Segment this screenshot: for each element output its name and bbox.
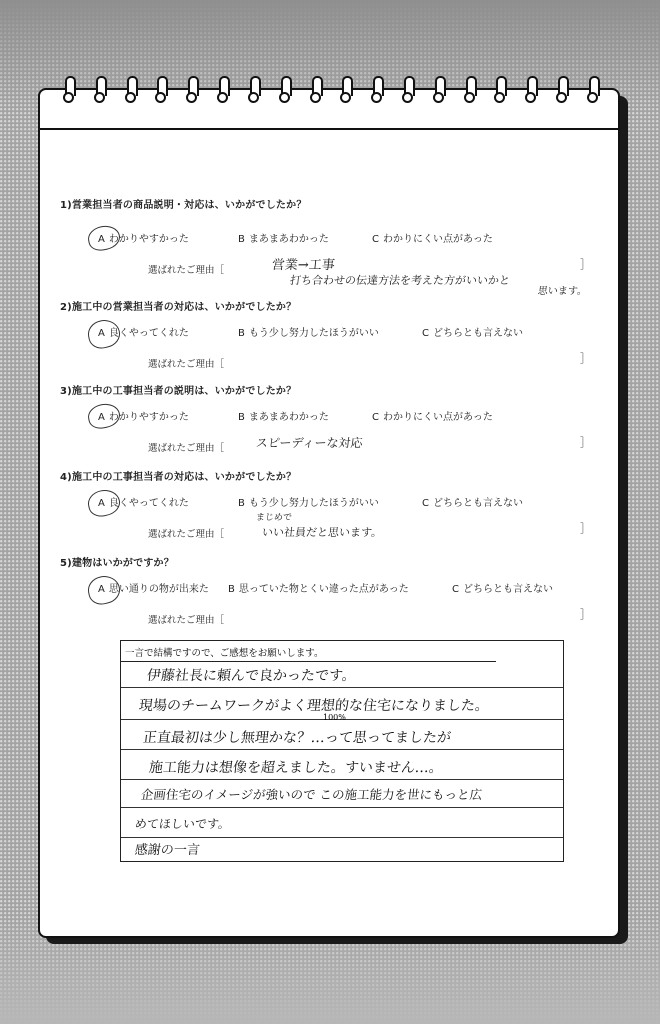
handwritten-answer: 営業→工事 <box>271 258 336 273</box>
option-letter: A <box>98 234 105 245</box>
option-label: もう少し努力したほうがいい <box>248 328 379 339</box>
comment-line: めてほしいです。 <box>134 817 231 831</box>
option-a <box>98 494 189 509</box>
ring-hole <box>525 92 536 103</box>
option-a <box>98 580 209 595</box>
option-label: まあまあわかった <box>248 412 329 423</box>
option-letter: B <box>238 498 245 509</box>
comment-rule <box>121 779 563 780</box>
notebook-binding-band <box>40 90 618 130</box>
option-b <box>238 494 379 509</box>
option-label: わかりにくい点があった <box>382 412 493 423</box>
option-label: わかりやすかった <box>108 234 189 245</box>
option-letter: B <box>238 328 245 339</box>
option-letter: C <box>372 412 379 423</box>
question-5 <box>60 554 174 569</box>
ring-hole <box>433 92 444 103</box>
ring-hole <box>155 92 166 103</box>
spiral-ring <box>278 76 292 110</box>
option-b <box>228 580 409 595</box>
spiral-ring <box>401 76 415 110</box>
option-label: 良くやってくれた <box>108 328 189 339</box>
comment-line: 正直最初は少し無理かな？…って思ってましたが <box>142 730 452 746</box>
ring-hole <box>371 92 382 103</box>
spiral-ring <box>93 76 107 110</box>
spiral-ring <box>463 76 477 110</box>
comment-rule <box>121 749 563 750</box>
question-text: 施工中の工事担当者の説明は、いかがでしたか？ <box>71 386 297 397</box>
ring-hole <box>402 92 413 103</box>
question-number: 5) <box>60 558 72 569</box>
spiral-ring <box>432 76 446 110</box>
spiral-ring <box>493 76 507 110</box>
reason-close: ］ <box>580 436 591 449</box>
ring-hole <box>94 92 105 103</box>
comment-rule <box>121 807 563 808</box>
option-letter: C <box>452 584 459 595</box>
question-number: 3) <box>60 386 72 397</box>
ring-hole <box>279 92 290 103</box>
option-letter: A <box>98 328 105 339</box>
option-letter: A <box>98 498 105 509</box>
option-label: どちらとも言えない <box>432 498 523 509</box>
reason-close: ］ <box>580 522 591 535</box>
comment-box <box>120 640 564 862</box>
ring-hole <box>310 92 321 103</box>
option-label: もう少し努力したほうがいい <box>248 498 379 509</box>
spiral-ring <box>185 76 199 110</box>
option-a <box>98 324 189 339</box>
question-number: 1) <box>60 200 72 211</box>
reason-label: 選ばれたご理由［ <box>148 265 225 276</box>
option-b <box>238 230 329 245</box>
option-b <box>238 408 329 423</box>
comment-rule <box>121 687 563 688</box>
option-c <box>372 408 493 423</box>
ring-hole <box>248 92 259 103</box>
handwritten-answer: まじめで <box>255 513 293 523</box>
ring-hole <box>186 92 197 103</box>
handwritten-answer: いい社員だと思います。 <box>261 526 383 539</box>
ring-hole <box>63 92 74 103</box>
option-label: まあまあわかった <box>248 234 329 245</box>
reason-label: 選ばれたご理由［ <box>148 529 225 540</box>
notebook-page <box>38 88 620 938</box>
spiral-ring <box>247 76 261 110</box>
comment-rule <box>121 837 563 838</box>
option-letter: C <box>422 498 429 509</box>
question-3 <box>60 382 296 397</box>
reason-close: ］ <box>580 352 591 365</box>
option-c <box>452 580 553 595</box>
question-2 <box>60 298 296 313</box>
ring-hole <box>556 92 567 103</box>
option-letter: B <box>238 234 245 245</box>
option-c <box>422 324 523 339</box>
question-1 <box>60 196 307 211</box>
ring-hole <box>494 92 505 103</box>
option-label: どちらとも言えない <box>462 584 553 595</box>
comment-line: 伊藤社長に頼んで良かったです。 <box>146 668 357 684</box>
comment-line: 現場のチームワークがよく理想的な住宅になりました。 <box>138 698 490 714</box>
option-letter: A <box>98 412 105 423</box>
spiral-ring <box>586 76 600 110</box>
spiral-ring <box>309 76 323 110</box>
comment-line: 感謝の一言 <box>134 843 201 858</box>
question-number: 2) <box>60 302 72 313</box>
comment-line: 施工能力は想像を超えました。すいません…。 <box>148 760 444 776</box>
question-text: 施工中の営業担当者の対応は、いかがでしたか？ <box>71 302 297 313</box>
handwritten-answer: 打ち合わせの伝達方法を考えた方がいいかと <box>289 274 511 287</box>
spiral-ring <box>339 76 353 110</box>
option-letter: B <box>238 412 245 423</box>
option-label: 良くやってくれた <box>108 498 189 509</box>
question-number: 4) <box>60 472 72 483</box>
comment-box-header: 一言で結構ですので、ご感想をお願いします。 <box>125 645 324 659</box>
spiral-ring <box>124 76 138 110</box>
reason-label: 選ばれたご理由［ <box>148 615 225 626</box>
ring-hole <box>340 92 351 103</box>
handwritten-answer: スピーディーな対応 <box>255 436 364 450</box>
reason-close: ］ <box>580 258 591 271</box>
question-text: 建物はいかがですか？ <box>71 558 174 569</box>
option-a <box>98 230 189 245</box>
spiral-rings <box>62 76 600 110</box>
reason-close: ］ <box>580 608 591 621</box>
ring-hole <box>125 92 136 103</box>
comment-line: 企画住宅のイメージが強いので この施工能力を世にもっと広 <box>140 787 483 802</box>
option-c <box>422 494 523 509</box>
question-text: 営業担当者の商品説明・対応は、いかがでしたか？ <box>71 200 307 211</box>
option-letter: C <box>422 328 429 339</box>
question-text: 施工中の工事担当者の対応は、いかがでしたか？ <box>71 472 297 483</box>
question-4 <box>60 468 296 483</box>
spiral-ring <box>154 76 168 110</box>
handwritten-answer: 思います。 <box>537 286 588 297</box>
option-b <box>238 324 379 339</box>
spiral-ring <box>62 76 76 110</box>
option-letter: B <box>228 584 235 595</box>
spiral-ring <box>370 76 384 110</box>
reason-label: 選ばれたご理由［ <box>148 359 225 370</box>
option-label: どちらとも言えない <box>432 328 523 339</box>
option-label: わかりやすかった <box>108 412 189 423</box>
option-letter: A <box>98 584 105 595</box>
ring-hole <box>217 92 228 103</box>
option-label: 思っていた物とくい違った点があった <box>238 584 409 595</box>
option-a <box>98 408 189 423</box>
option-letter: C <box>372 234 379 245</box>
spiral-ring <box>216 76 230 110</box>
reason-label: 選ばれたご理由［ <box>148 443 225 454</box>
ring-hole <box>587 92 598 103</box>
spiral-ring <box>524 76 538 110</box>
option-label: わかりにくい点があった <box>382 234 493 245</box>
comment-annotation: 100% <box>323 713 346 722</box>
spiral-ring <box>555 76 569 110</box>
option-c <box>372 230 493 245</box>
option-label: 思い通りの物が出来た <box>108 584 209 595</box>
ring-hole <box>464 92 475 103</box>
